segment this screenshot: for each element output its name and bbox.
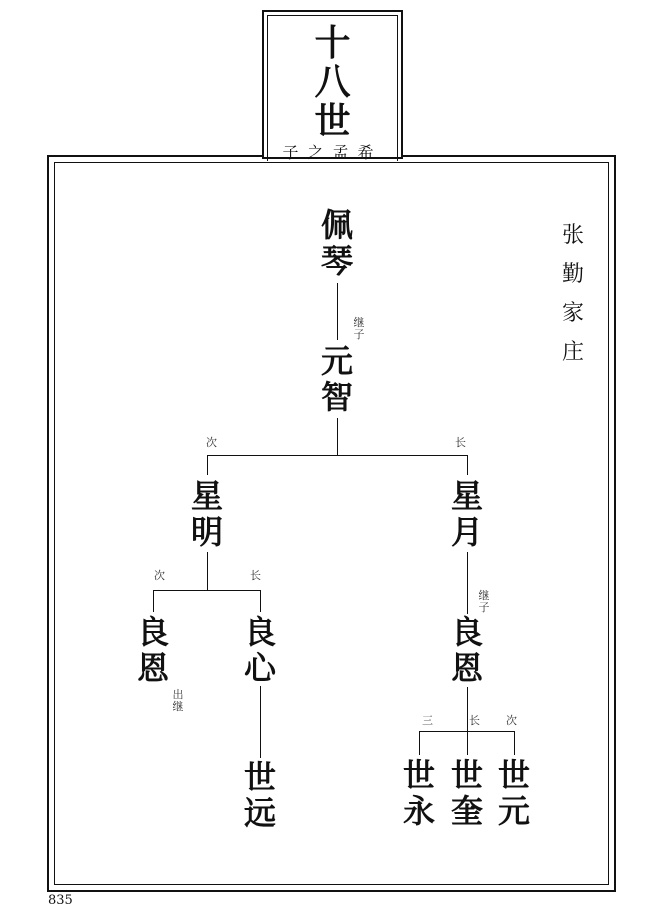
- connector-line: [467, 731, 468, 755]
- person-xingming: [187, 478, 227, 550]
- person-shiyuan-far: [240, 759, 280, 831]
- person-shikui: [447, 757, 487, 829]
- person-shiyong: [399, 757, 439, 829]
- connector-line: [467, 455, 468, 475]
- name-char: 世: [497, 756, 530, 794]
- person-liangen-right: [447, 614, 487, 686]
- name-char: 元: [320, 342, 353, 380]
- title-char: 世: [314, 100, 351, 142]
- connector-line: [207, 455, 467, 456]
- birth-order-tag: 三: [422, 714, 433, 727]
- connector-line: [337, 418, 338, 455]
- tag-char: 出: [172, 688, 184, 701]
- title-char: 十: [314, 22, 351, 64]
- connector-line: [153, 590, 154, 612]
- name-char: 月: [450, 513, 483, 551]
- person-peiqin: [317, 207, 357, 279]
- connector-line: [207, 552, 208, 590]
- tag-char: 继: [353, 316, 365, 329]
- connector-line: [337, 283, 338, 340]
- tag-char: 子: [478, 601, 490, 614]
- connector-line: [419, 731, 420, 755]
- village-label: [558, 216, 588, 372]
- tag-char: 继: [172, 700, 184, 713]
- name-char: 佩: [320, 206, 353, 244]
- village-char: 勤: [561, 262, 584, 287]
- name-char: 恩: [136, 649, 169, 687]
- birth-order-tag: 长: [455, 436, 466, 449]
- person-liangxin: [240, 614, 280, 686]
- given-out-tag: [172, 689, 184, 713]
- connector-line: [467, 552, 468, 614]
- name-char: 奎: [450, 792, 483, 830]
- name-char: 良: [136, 613, 169, 651]
- connector-line: [207, 455, 208, 475]
- person-liangen-left: [133, 614, 173, 686]
- person-shiyuan-yuan: [494, 757, 534, 829]
- name-char: 星: [190, 477, 223, 515]
- person-yuanzhi: [317, 343, 357, 415]
- connector-line: [514, 731, 515, 755]
- village-char: 张: [561, 223, 584, 248]
- connector-line: [260, 686, 261, 758]
- name-char: 琴: [320, 242, 353, 280]
- tag-char: 继: [478, 589, 490, 602]
- page-number: 835: [48, 893, 73, 908]
- connector-line: [260, 590, 261, 612]
- birth-order-tag: 次: [154, 569, 165, 582]
- connector-line: [467, 687, 468, 731]
- tag-char: 子: [353, 328, 365, 341]
- birth-order-tag: 次: [506, 714, 517, 727]
- person-xingyue: [447, 478, 487, 550]
- adopted-tag: [478, 590, 490, 614]
- name-char: 星: [450, 477, 483, 515]
- name-char: 明: [190, 513, 223, 551]
- generation-subtitle: 子之孟希: [282, 143, 383, 162]
- village-char: 家: [561, 301, 584, 326]
- birth-order-tag: 长: [469, 714, 480, 727]
- adopted-tag: [353, 317, 365, 341]
- generation-header: [262, 10, 403, 162]
- name-char: 永: [402, 792, 435, 830]
- birth-order-tag: 次: [206, 436, 217, 449]
- name-char: 良: [450, 613, 483, 651]
- birth-order-tag: 长: [250, 569, 261, 582]
- name-char: 远: [243, 794, 276, 832]
- connector-line: [153, 590, 260, 591]
- name-char: 世: [243, 758, 276, 796]
- name-char: 世: [450, 756, 483, 794]
- generation-title: [264, 24, 401, 141]
- name-char: 心: [243, 649, 276, 687]
- name-char: 智: [320, 378, 353, 416]
- title-char: 八: [314, 61, 351, 103]
- name-char: 恩: [450, 649, 483, 687]
- village-char: 庄: [561, 340, 584, 365]
- name-char: 良: [243, 613, 276, 651]
- name-char: 世: [402, 756, 435, 794]
- name-char: 元: [497, 792, 530, 830]
